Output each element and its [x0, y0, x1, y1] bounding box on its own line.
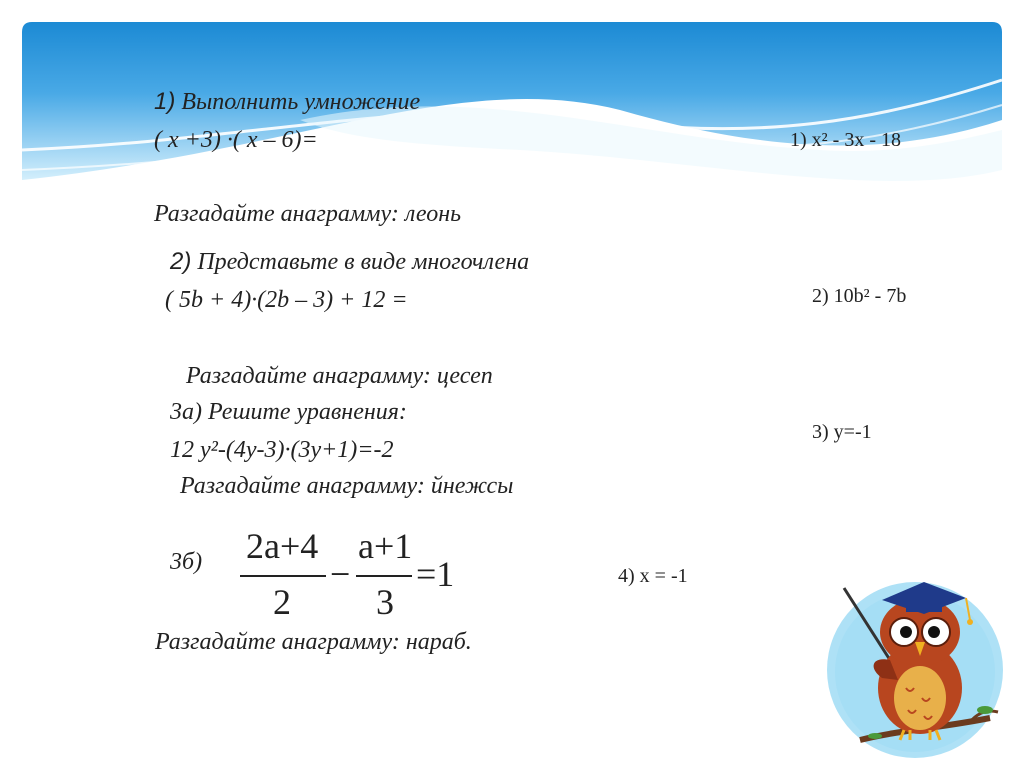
answer-4: 4) x = -1 — [618, 565, 688, 587]
task2-anagram: Разгадайте анаграмму: цесеп — [186, 363, 493, 389]
task1-anagram: Разгадайте анаграмму: леонь — [154, 201, 462, 227]
fraction1-denominator: 2 — [273, 582, 291, 622]
task2-expression: ( 5b + 4)·(2b – 3) + 12 = — [165, 287, 408, 313]
task2-number: 2) — [170, 248, 192, 275]
fraction2-denominator: 3 — [376, 582, 394, 622]
task3a-expression: 12 y²-(4y-3)·(3y+1)=-2 — [170, 437, 394, 463]
task3a-anagram: Разгадайте анаграмму: йнежсы — [180, 473, 514, 499]
task2-title-line — [170, 248, 529, 276]
task3b-anagram: Разгадайте анаграмму: нараб. — [155, 629, 472, 655]
equation-rhs: =1 — [416, 554, 455, 594]
fraction1-bar — [240, 575, 326, 577]
task1-title: Выполнить умножение — [181, 89, 421, 115]
answer-3: 3) y=-1 — [812, 421, 872, 443]
fraction1-numerator: 2a+4 — [246, 526, 319, 566]
task3a-title: 3а) Решите уравнения: — [170, 399, 407, 425]
task1-title-line — [154, 88, 420, 116]
task1-expression: ( x +3) ·( x – 6)= — [154, 127, 318, 153]
owl-teacher-icon — [820, 560, 1010, 760]
task1-number: 1) — [154, 88, 176, 115]
task2-title: Представьте в виде многочлена — [197, 249, 530, 275]
fraction2-numerator: a+1 — [358, 526, 413, 566]
task3b-label: 3б) — [170, 549, 203, 575]
minus-sign: − — [330, 554, 351, 594]
answer-2: 2) 10b² - 7b — [812, 285, 907, 307]
answer-1: 1) x² - 3x - 18 — [790, 129, 901, 151]
fraction2-bar — [356, 575, 412, 577]
